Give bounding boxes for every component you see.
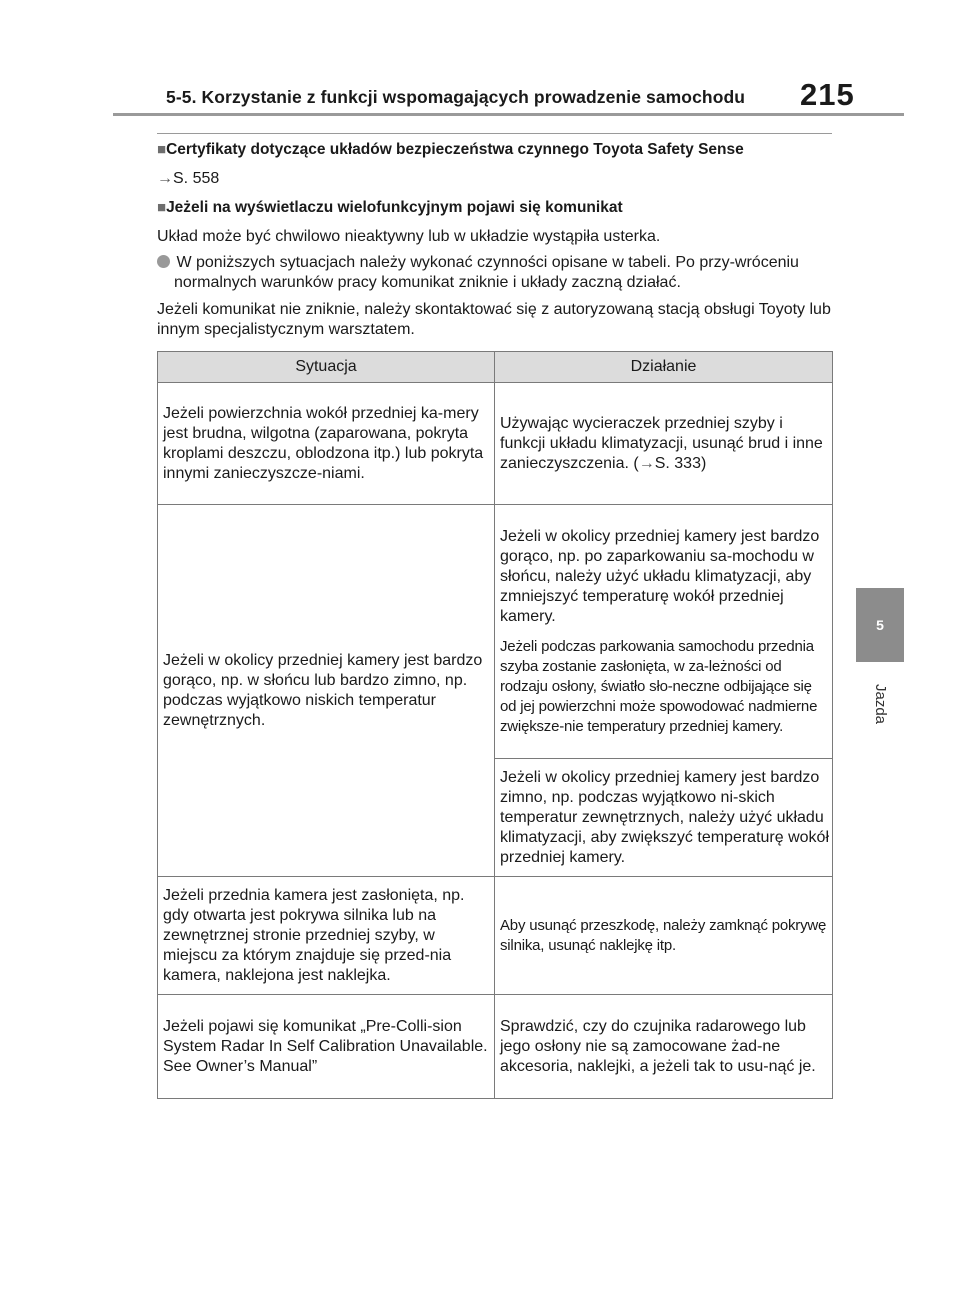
table-cell-action: Jeżeli w okolicy przedniej kamery jest bardzo zimno, np. podczas wyjątkowo ni-skich temperatur zewnętrznych, należy użyć układu klimatyzacji, aby zwiększyć temperaturę wokół przedniej kamery.: [495, 759, 833, 877]
square-bullet-icon: ■: [157, 199, 167, 216]
column-header-action: Działanie: [495, 352, 833, 383]
table-row: [158, 383, 833, 505]
content-body: [157, 140, 833, 340]
action-parking-text: Jeżeli podczas parkowania samochodu przednia szyba zostanie zasłonięta, w za-leżności od rodzaju osłony, światło sło-neczne odbijające się od jej powierzchni może spowodować nadmierne zwiększe-nie temperatury przedniej kamery.: [500, 637, 818, 735]
page-header: [0, 0, 960, 118]
header-divider: [113, 113, 904, 116]
table-cell-action: Sprawdzić, czy do czujnika radarowego lub jego osłony nie są zamocowane żad-ne akcesoria, naklejki, a jeżeli tak to usu-nąć je.: [495, 995, 833, 1099]
table-cell-situation: Jeżeli w okolicy przedniej kamery jest bardzo gorąco, np. w słońcu lub bardzo zimno, np. podczas wyjątkowo niskich temperatur zewnętrznych.: [158, 505, 495, 877]
header-title: 5-5. Korzystanie z funkcji wspomagających prowadzenie samochodu: [166, 87, 746, 107]
action-hot-text: Jeżeli w okolicy przedniej kamery jest bardzo gorąco, np. po zaparkowaniu sa-mochodu w słońcu, należy użyć układu klimatyzacji, aby zmniejszyć temperaturę wokół przedniej kamery.: [500, 527, 820, 625]
chapter-tab[interactable]: [856, 588, 904, 662]
table-row: [158, 995, 833, 1099]
table-row: [158, 877, 833, 995]
section-ref[interactable]: →S. 558: [157, 170, 220, 187]
section-heading-certificates: ■Certyfikaty dotyczące układów bezpieczeństwa czynnego Toyota Safety Sense: [157, 141, 744, 158]
chapter-label: Jazda: [872, 684, 889, 725]
bullet-instructions: W poniższych sytuacjach należy wykonać czynności opisane w tabeli. Po przy-wróceniu normalnych warunków pracy komunikat zniknie i układy zaczną działać.: [157, 253, 833, 293]
page-number: 215: [800, 77, 855, 112]
table-header-row: [158, 352, 833, 383]
table-cell-action: Aby usunąć przeszkodę, należy zamknąć pokrywę silnika, usunąć naklejkę itp.: [495, 877, 833, 995]
table-row: [158, 505, 833, 759]
circle-bullet-icon: [157, 255, 170, 268]
table-cell-action: Używając wycieraczek przedniej szyby i funkcji układu klimatyzacji, usunąć brud i inne zanieczyszczenia. (→S. 333): [495, 383, 833, 505]
arrow-right-icon: →: [638, 454, 655, 472]
table-cell-situation: Jeżeli pojawi się komunikat „Pre-Colli-sion System Radar In Self Calibration Unavailable. See Owner’s Manual”: [158, 995, 495, 1099]
column-header-situation: Sytuacja: [158, 352, 495, 383]
square-bullet-icon: ■: [157, 141, 167, 158]
arrow-right-icon: →: [157, 170, 173, 187]
section-heading-message: ■Jeżeli na wyświetlaczu wielofunkcyjnym pojawi się komunikat: [157, 199, 623, 216]
situation-action-table: [157, 351, 833, 1099]
paragraph-contact: Jeżeli komunikat nie zniknie, należy skontaktować się z autoryzowaną stacją obsługi Toyoty lub innym specjalistycznym warsztatem.: [157, 301, 831, 338]
table-cell-situation: Jeżeli powierzchnia wokół przedniej ka-mery jest brudna, wilgotna (zaparowana, pokryta kroplami deszczu, oblodzona itp.) lub pokryta innymi zanieczyszcze-niami.: [158, 383, 495, 505]
table-cell-action: [495, 505, 833, 759]
paragraph-inactive: Układ może być chwilowo nieaktywny lub w układzie wystąpiła usterka.: [157, 228, 661, 245]
cross-reference-link[interactable]: S. 333): [654, 454, 707, 472]
chapter-tab-number: 5: [876, 617, 884, 633]
section-divider: [157, 133, 832, 134]
table-cell-situation: Jeżeli przednia kamera jest zasłonięta, np. gdy otwarta jest pokrywa silnika lub na zewnętrznej stronie przedniej szyby, w miejscu za którym znajduje się przed-nia kamera, naklejona jest naklejka.: [158, 877, 495, 995]
